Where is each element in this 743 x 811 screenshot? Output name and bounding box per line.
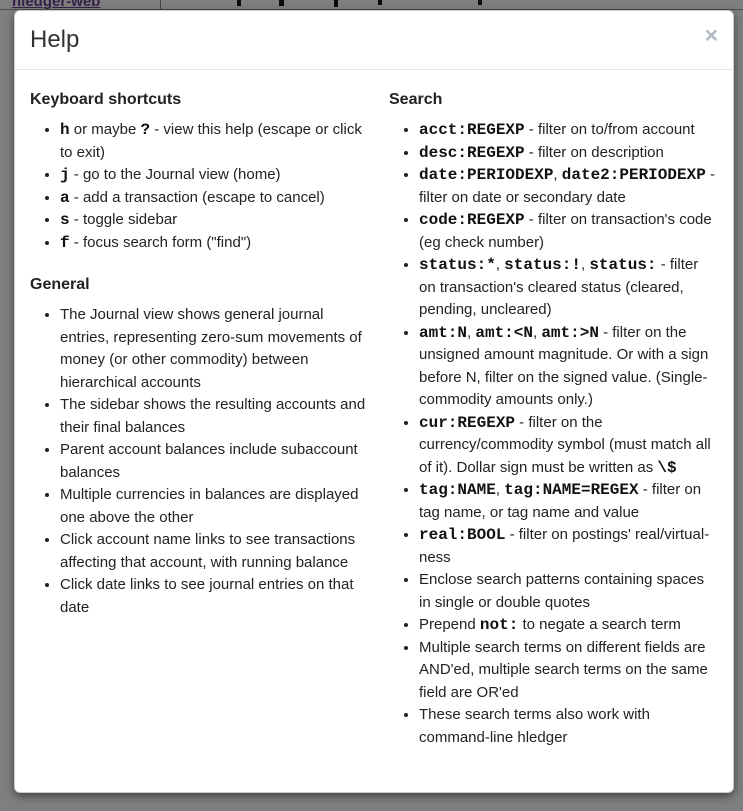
list-item: • s - toggle sidebar (60, 209, 374, 232)
list-item: • Click account name links to see transactions affecting that account, with running balance (60, 529, 374, 574)
list-item: • Parent account balances include subaccount balances (60, 439, 374, 484)
list-item: • Multiple search terms on different fields are AND'ed, multiple search terms on the same field are OR'ed (419, 637, 718, 705)
code-term: s (60, 211, 70, 229)
code-term: h (60, 121, 70, 139)
list-item: • j - go to the Journal view (home) (60, 164, 374, 187)
help-list (30, 119, 374, 254)
code-term: amt:>N (541, 323, 599, 342)
help-column-left (30, 85, 374, 629)
code-term: not: (479, 616, 519, 634)
list-item: • real:BOOL - filter on postings' real/virtual-ness (419, 524, 718, 569)
code-term: code:REGEXP (419, 211, 525, 229)
code-term: ? (140, 121, 151, 139)
code-term: status:* (419, 256, 496, 274)
list-item: • tag:NAME, tag:NAME=REGEX - filter on tag name, or tag name and value (419, 479, 718, 524)
code-term: status:! (504, 256, 581, 274)
help-list (30, 304, 374, 619)
section-heading: General (30, 276, 90, 293)
list-item: • acct:REGEXP - filter on to/from account (419, 119, 718, 142)
list-item: • date:PERIODEXP, date2:PERIODEXP - filter on date or secondary date (419, 164, 718, 209)
code-term: tag:NAME=REGEX (504, 481, 639, 499)
list-item: • Multiple currencies in balances are displayed one above the other (60, 484, 374, 529)
list-item: • code:REGEXP - filter on transaction's code (eg check number) (419, 209, 718, 254)
list-item: • amt:N, amt:<N, amt:>N - filter on the unsigned amount magnitude. Or with a sign before N, filter on the signed value. (Single-commodity amounts only.) (419, 322, 718, 412)
code-term: date2:PERIODEXP (561, 166, 706, 184)
modal-body (15, 70, 733, 774)
list-item: • a - add a transaction (escape to cancel) (60, 187, 374, 210)
code-term: cur:REGEXP (419, 413, 516, 432)
list-item: • cur:REGEXP - filter on the currency/commodity symbol (must match all of it). Dollar sign must be written as \$ (419, 412, 718, 480)
close-icon[interactable]: × (704, 22, 718, 48)
code-term: acct:REGEXP (419, 121, 525, 139)
list-item: • The sidebar shows the resulting accounts and their final balances (60, 394, 374, 439)
list-item: • These search terms also work with command-line hledger (419, 704, 718, 749)
section-heading: Search (389, 91, 443, 108)
code-term: tag:NAME (419, 481, 496, 499)
list-item: • Enclose search patterns containing spaces in single or double quotes (419, 569, 718, 614)
code-term: a (60, 188, 70, 207)
section-heading: Keyboard shortcuts (30, 91, 182, 108)
modal-header (15, 11, 733, 70)
list-item: • Click date links to see journal entries on that date (60, 574, 374, 619)
list-item: • status:*, status:!, status: - filter on transaction's cleared status (cleared, pending, uncleared) (419, 254, 718, 322)
code-term: date:PERIODEXP (419, 166, 554, 184)
list-item: • The Journal view shows general journal entries, representing zero-sum movements of money (or other commodity) between hierarchical accounts (60, 304, 374, 394)
code-term: status: (589, 256, 657, 274)
modal-title: Help (30, 26, 80, 53)
list-item: • desc:REGEXP - filter on description (419, 142, 718, 165)
help-column-right (374, 85, 718, 759)
code-term: f (60, 233, 70, 252)
code-term: amt:<N (475, 323, 533, 342)
code-term: amt:N (419, 323, 468, 342)
code-term: j (60, 166, 70, 184)
code-term: \$ (657, 458, 677, 477)
help-modal (14, 10, 734, 793)
list-item: • f - focus search form ("find") (60, 232, 374, 255)
list-item: • Prepend not: to negate a search term (419, 614, 718, 637)
help-list (389, 119, 718, 749)
code-term: real:BOOL (419, 526, 506, 544)
code-term: desc:REGEXP (419, 143, 525, 162)
list-item: • h or maybe ? - view this help (escape or click to exit) (60, 119, 374, 164)
